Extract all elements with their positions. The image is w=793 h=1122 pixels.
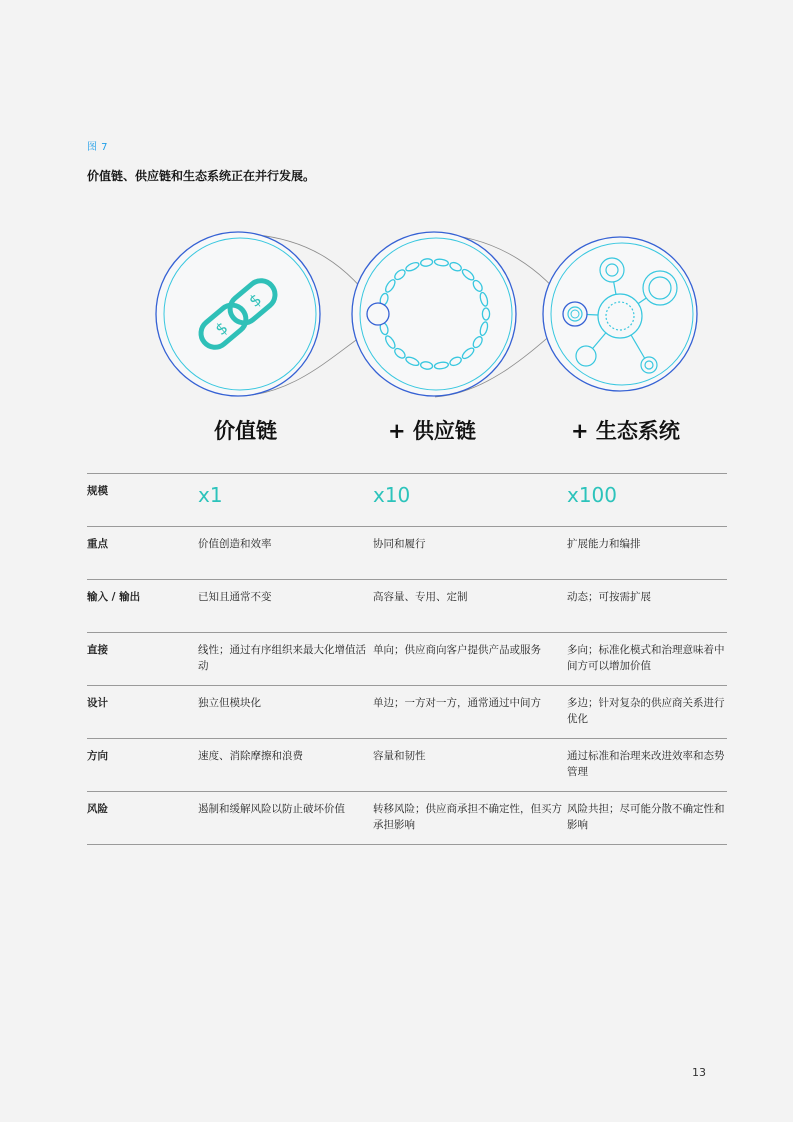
- table-row: [87, 580, 727, 633]
- stage-label-supply-chain: + 供应链: [388, 419, 476, 443]
- ecosystem-diagram: [150, 228, 710, 403]
- stage-labels: [0, 415, 793, 445]
- stage-label-ecosystem: + 生态系统: [571, 419, 680, 443]
- table-cell: 单边；一方对一方，通常通过中间方: [373, 697, 541, 709]
- figure-label: 图 7: [87, 142, 109, 153]
- table-cell: x10: [373, 483, 411, 507]
- stage-label-value-chain: 价值链: [214, 419, 277, 443]
- row-label: 直接: [87, 644, 108, 656]
- table-cell: 速度、消除摩擦和浪费: [198, 750, 303, 762]
- table-cell: 已知且通常不变: [198, 591, 272, 603]
- table-cell: 扩展能力和编排: [567, 538, 641, 550]
- table-cell: 多向；标准化模式和治理意味着中间方可以增加价值: [567, 644, 725, 672]
- table-cell: 容量和韧性: [373, 750, 426, 762]
- table-cell: 遏制和缓解风险以防止破坏价值: [198, 803, 345, 815]
- table-cell: 动态；可按需扩展: [567, 591, 651, 603]
- table-cell: x100: [567, 483, 618, 507]
- table-row: [87, 474, 727, 527]
- row-label: 设计: [87, 697, 108, 709]
- svg-text:$: $: [211, 317, 232, 340]
- row-label: 方向: [87, 750, 108, 762]
- table-cell: 通过标准和治理来改进效率和态势管理: [567, 750, 725, 778]
- table-row: [87, 527, 727, 580]
- table-row: [87, 739, 727, 792]
- table-cell: 单向；供应商向客户提供产品或服务: [373, 644, 541, 656]
- row-label: 输入 / 输出: [87, 591, 141, 603]
- figure-title: 价值链、供应链和生态系统正在并行发展。: [87, 169, 316, 183]
- row-label: 重点: [87, 538, 108, 550]
- table-cell: 价值创造和效率: [198, 538, 272, 550]
- value-chain-circle: [156, 232, 320, 396]
- table-cell: 高容量、专用、定制: [373, 591, 468, 603]
- table-row: [87, 686, 727, 739]
- ecosystem-circle: [543, 237, 697, 391]
- table-cell: 风险共担；尽可能分散不确定性和影响: [567, 803, 725, 831]
- page-number: 13: [692, 1066, 706, 1079]
- table-cell: x1: [198, 483, 223, 507]
- table-row: [87, 792, 727, 845]
- table-cell: 转移风险；供应商承担不确定性，但买方承担影响: [373, 803, 562, 831]
- supply-chain-circle: [352, 232, 516, 396]
- comparison-table: [87, 473, 727, 845]
- table-cell: 线性；通过有序组织来最大化增值活动: [198, 644, 366, 672]
- table-row: [87, 633, 727, 686]
- table-cell: 多边；针对复杂的供应商关系进行优化: [567, 697, 725, 725]
- svg-text:$: $: [245, 289, 266, 311]
- table-cell: 协同和履行: [373, 538, 426, 550]
- row-label: 规模: [87, 485, 108, 497]
- table-cell: 独立但模块化: [198, 697, 261, 709]
- row-label: 风险: [87, 803, 108, 815]
